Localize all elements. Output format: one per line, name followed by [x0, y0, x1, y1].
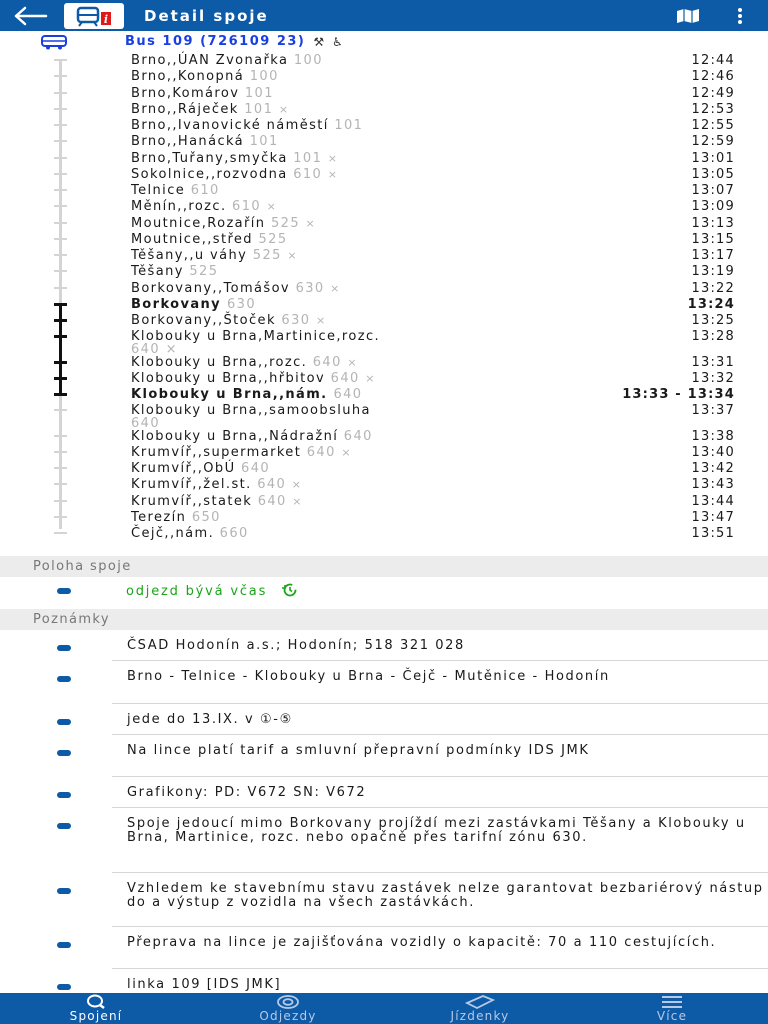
bus-icon: [0, 31, 125, 52]
stop-time: 13:32: [691, 370, 735, 386]
stop-name-text: Brno,,ÚAN Zvonařka: [131, 53, 289, 68]
stop-name-text: Těšany,,u váhy: [131, 248, 248, 263]
stop-row[interactable]: [0, 102, 768, 118]
stop-name-text: Čejč,,nám.: [131, 526, 215, 541]
stop-name: [131, 232, 288, 248]
stop-marker: [54, 532, 67, 534]
stop-name-text: Krumvíř,,statek: [131, 493, 253, 509]
note-text: Na lince platí tarif a smluvní přepravní podmínky IDS JMK: [127, 743, 590, 758]
stop-name-text: Sokolnice,,rozvodna: [131, 166, 288, 182]
stop-name: [131, 264, 218, 280]
stop-name-text: Telnice: [131, 183, 186, 198]
stop-name-text: Brno,,Konopná: [131, 69, 245, 85]
arrow-left-icon: [13, 6, 49, 26]
stop-row[interactable]: [0, 151, 768, 167]
on-request-mark: ×: [330, 281, 341, 295]
stop-marker: [54, 516, 67, 518]
stop-name-text: Klobouky u Brna,,Nádražní: [131, 428, 339, 444]
position-section-header: [0, 556, 768, 577]
stop-time: 13:37: [691, 403, 735, 419]
tariff-zone: 640: [131, 342, 161, 358]
bullet-dot: [57, 984, 71, 990]
stop-name: [131, 510, 221, 526]
bullet-dot: [57, 792, 71, 798]
stop-time: 13:28: [691, 329, 735, 345]
stop-marker: [54, 287, 67, 289]
tariff-zone: 101: [334, 118, 364, 133]
note-text: linka 109 [IDS JMK]: [127, 977, 282, 992]
stop-row[interactable]: [0, 167, 768, 183]
stop-name: [131, 429, 373, 445]
stop-time: 13:38: [691, 428, 735, 444]
stop-name: [131, 313, 327, 329]
stop-marker: [54, 59, 67, 61]
on-request-mark: ×: [291, 478, 303, 492]
nav-label-jizdenky: Jízdenky: [450, 1009, 510, 1023]
tariff-zone: 640: [312, 354, 342, 370]
tariff-zone: 101: [293, 150, 323, 166]
on-request-mark: ×: [305, 216, 317, 230]
stop-name: [131, 183, 220, 199]
nav-item-spojeni[interactable]: [0, 993, 192, 1024]
position-section-title: Poloha spoje: [33, 559, 132, 574]
stop-name-text: Klobouky u Brna,,samoobsluha: [131, 403, 371, 419]
stop-name: [131, 371, 376, 387]
note-text: Přeprava na lince je zajišťována vozidly o kapacitě: 70 a 110 cestujících.: [127, 935, 717, 950]
stop-name: [131, 151, 338, 167]
stop-time: 13:13: [691, 215, 735, 231]
stop-time: 12:46: [691, 69, 735, 85]
stop-name: [131, 248, 298, 264]
idos-train-info-logo: [64, 3, 124, 29]
more-vertical-icon: [737, 7, 743, 25]
stop-name: [131, 86, 274, 102]
stop-name-text: Těšany: [131, 264, 184, 280]
stop-row[interactable]: [0, 216, 768, 232]
stop-marker: [54, 270, 67, 272]
stop-name-text: Krumvíř,,supermarket: [131, 444, 302, 460]
stop-name: [131, 167, 338, 183]
map-button[interactable]: [664, 0, 712, 31]
stop-row[interactable]: [0, 445, 768, 461]
note-divider: [112, 807, 768, 808]
stop-time: 13:17: [691, 248, 735, 263]
tariff-zone: 660: [219, 526, 249, 541]
on-request-mark: ×: [278, 102, 290, 116]
nav-item-jizdenky[interactable]: [384, 993, 576, 1024]
stop-row[interactable]: [0, 355, 768, 371]
on-request-mark: ×: [327, 151, 339, 165]
stop-marker: [54, 467, 67, 469]
stop-time: 12:55: [691, 118, 735, 133]
notes-section-title: Poznámky: [33, 612, 110, 627]
tariff-zone: 640: [241, 461, 271, 476]
stop-row[interactable]: [0, 403, 768, 432]
position-status: [126, 583, 299, 599]
stop-name-text: Brno,,Ivanovické náměstí: [131, 118, 329, 133]
tariff-zone: 525: [189, 264, 219, 280]
map-icon: [676, 8, 700, 24]
note-text: Grafikony: PD: V672 SN: V672: [127, 785, 367, 800]
stop-name: [131, 461, 270, 477]
on-request-mark: ×: [347, 355, 358, 369]
bullet-dot: [57, 750, 71, 756]
on-request-mark: ×: [365, 371, 376, 385]
note-divider: [112, 872, 768, 873]
stop-time: 13:51: [691, 526, 735, 541]
search-icon: [85, 994, 107, 1010]
nav-item-odjezdy[interactable]: [192, 993, 384, 1024]
tariff-zone: 101: [244, 85, 274, 101]
stop-name-text: Krumvíř,,žel.st.: [131, 477, 252, 493]
stop-name: [131, 199, 277, 215]
on-request-mark: ×: [165, 342, 178, 358]
stop-marker: [54, 483, 67, 485]
stop-name-text: Terezín: [131, 509, 187, 525]
tariff-zone: 640: [306, 444, 336, 460]
tariff-zone: 525: [252, 248, 282, 263]
stop-time: 12:44: [691, 53, 735, 68]
stop-name-text: Klobouky u Brna,,rozc.: [131, 354, 308, 370]
tariff-zone: 630: [281, 313, 311, 328]
stop-name-text: Brno,Komárov: [131, 85, 240, 101]
stop-time: 12:59: [691, 134, 735, 150]
tariff-zone: 610: [190, 183, 220, 198]
tariff-zone: 640: [131, 416, 161, 432]
stop-row[interactable]: [0, 199, 768, 215]
stop-row[interactable]: [0, 86, 768, 102]
stop-name-text: Klobouky u Brna,Martinice,rozc.: [131, 329, 381, 345]
stop-row[interactable]: [0, 387, 768, 403]
bullet-dot: [57, 645, 71, 651]
nav-label-spojeni: Spojení: [69, 1009, 123, 1023]
tariff-zone: 525: [258, 231, 288, 247]
stop-name-text: Brno,Tuřany,smyčka: [131, 150, 288, 166]
tariff-zone: 100: [249, 69, 279, 85]
service-flags: ⚒ ♿: [313, 34, 345, 49]
stop-marker: [54, 157, 67, 159]
tariff-zone: 630: [227, 296, 257, 312]
on-request-mark: ×: [292, 494, 303, 508]
stop-row[interactable]: [0, 69, 768, 85]
bullet-dot: [57, 676, 71, 682]
stop-name-text: Brno,,Hanácká: [131, 134, 245, 150]
stop-time: 13:44: [691, 493, 735, 509]
stop-row[interactable]: [0, 53, 768, 69]
svg-text:i: i: [103, 12, 109, 26]
tariff-zone: 525: [270, 215, 300, 231]
stop-name: [131, 102, 289, 118]
on-request-mark: ×: [315, 314, 327, 327]
tariff-zone: 640: [343, 428, 373, 444]
note-divider: [112, 926, 768, 927]
menu-icon: [659, 994, 685, 1010]
back-button[interactable]: [0, 0, 62, 31]
travelled-route-segment: [59, 303, 62, 395]
stop-time: 13:43: [691, 477, 735, 493]
tariff-zone: 610: [232, 199, 262, 215]
stop-marker: [54, 140, 67, 142]
stop-row[interactable]: [0, 248, 768, 264]
stop-name: [131, 355, 358, 371]
stop-row[interactable]: [0, 118, 768, 134]
stop-row[interactable]: [0, 510, 768, 526]
bottom-navigation: [0, 993, 768, 1024]
stop-marker: [54, 189, 67, 191]
stop-row[interactable]: [0, 297, 768, 313]
bullet-dot: [57, 823, 71, 829]
tariff-zone: 101: [244, 101, 274, 117]
tariff-zone: 630: [295, 280, 325, 296]
stop-name-text: Borkovany,,Štoček: [131, 313, 276, 328]
stop-row[interactable]: [0, 313, 768, 329]
stop-row[interactable]: [0, 183, 768, 199]
stop-name: [131, 494, 303, 510]
bullet-dot: [57, 942, 71, 948]
notes-section-header: [0, 609, 768, 630]
nav-label-odjezdy: Odjezdy: [259, 1009, 317, 1023]
stop-marker: [54, 205, 67, 207]
stop-time: 12:53: [691, 101, 735, 117]
stop-row[interactable]: [0, 264, 768, 280]
stop-time: 13:15: [691, 231, 735, 247]
on-request-mark: ×: [287, 249, 298, 262]
stop-name: [131, 297, 256, 313]
stop-marker: [54, 409, 67, 411]
stop-time: 12:49: [691, 85, 735, 101]
stop-row[interactable]: [0, 494, 768, 510]
note-divider: [112, 660, 768, 661]
stop-name-text: Moutnice,,střed: [131, 231, 253, 247]
stop-name: [131, 387, 362, 403]
top-app-bar: [0, 0, 768, 31]
stop-name: [131, 477, 302, 493]
stop-time: 13:07: [691, 183, 735, 198]
stop-row[interactable]: [0, 429, 768, 445]
stop-time: 13:31: [691, 354, 735, 370]
on-request-mark: ×: [266, 200, 278, 214]
stop-time: 13:24: [687, 296, 735, 312]
tariff-zone: 640: [257, 477, 287, 493]
note-divider: [112, 703, 768, 704]
stop-marker: [54, 222, 67, 224]
page-title: Detail spoje: [144, 6, 269, 25]
stop-row[interactable]: [0, 134, 768, 150]
tariff-zone: 610: [293, 166, 323, 182]
stop-list: [0, 53, 768, 548]
note-divider: [112, 734, 768, 735]
stop-name-text: Borkovany: [131, 296, 222, 312]
note-text: ČSAD Hodonín a.s.; Hodonín; 518 321 028: [127, 638, 465, 653]
stop-name: [131, 445, 352, 461]
stop-name: [131, 53, 323, 69]
stop-time: 13:33 - 13:34: [622, 387, 735, 402]
stop-time: 13:25: [691, 313, 735, 328]
note-text: Spoje jedoucí mimo Borkovany projíždí mezi zastávkami Těšany a Klobouky u Brna, Martinice, rozc. nebo opačně přes tarifní zónu 630.: [127, 816, 746, 845]
stop-row[interactable]: [0, 281, 768, 297]
stop-row[interactable]: [0, 461, 768, 477]
on-request-mark: ×: [341, 445, 352, 459]
stop-marker: [54, 173, 67, 175]
clock-history-icon: [279, 583, 299, 597]
stop-time: 13:19: [691, 264, 735, 280]
stop-marker: [54, 451, 67, 453]
stop-name: [131, 526, 249, 542]
more-options-button[interactable]: [712, 0, 768, 31]
bullet-dot: [57, 588, 71, 594]
tariff-zone: 100: [293, 53, 323, 68]
stop-time: 13:09: [691, 199, 735, 215]
stop-name-text: Borkovany,,Tomášov: [131, 280, 291, 296]
nav-item-vice[interactable]: [576, 993, 768, 1024]
stop-marker: [54, 124, 67, 126]
stop-marker: [54, 92, 67, 94]
nav-label-vice: Více: [656, 1009, 688, 1023]
stop-name: [131, 403, 371, 419]
app-logo: [62, 0, 126, 31]
on-request-mark: ×: [327, 167, 339, 181]
note-divider: [112, 776, 768, 777]
stop-row[interactable]: [0, 371, 768, 387]
stop-row[interactable]: [0, 329, 768, 358]
position-status-row: [0, 578, 768, 606]
stop-row[interactable]: [0, 526, 768, 542]
stop-name: [131, 118, 363, 134]
note-text: Brno - Telnice - Klobouky u Brna - Čejč - Mutěnice - Hodonín: [127, 669, 610, 684]
target-icon: [276, 994, 300, 1010]
stop-marker: [54, 254, 67, 256]
bullet-dot: [57, 719, 71, 725]
stop-time: 13:40: [691, 444, 735, 460]
bullet-dot: [57, 888, 71, 894]
stop-name-text: Měnín,,rozc.: [131, 199, 227, 215]
stop-marker: [54, 75, 67, 77]
stop-time: 13:22: [691, 280, 735, 296]
note-text: jede do 13.IX. v ①-⑤: [127, 712, 293, 727]
stop-marker: [54, 435, 67, 437]
stop-name-text: Moutnice,Rozařín: [131, 215, 266, 231]
stop-name: [131, 134, 279, 150]
stop-marker: [54, 500, 67, 502]
connection-header: [0, 31, 768, 52]
stop-row[interactable]: [0, 477, 768, 493]
ticket-icon: [465, 994, 495, 1010]
stop-name-text: Klobouky u Brna,,nám.: [131, 387, 328, 402]
stop-time: 13:01: [691, 150, 735, 166]
line-name[interactable]: Bus 109 (726109 23): [125, 34, 306, 49]
stop-name: [131, 216, 316, 232]
stop-marker: [54, 108, 67, 110]
stop-time: 13:42: [691, 461, 735, 476]
stop-time: 13:05: [691, 166, 735, 182]
tariff-zone: 640: [333, 387, 363, 402]
stop-time: 13:47: [691, 509, 735, 525]
stop-name-text: Krumvíř,,ObÚ: [131, 461, 236, 476]
stop-name: [131, 69, 279, 85]
note-text: Vzhledem ke stavebnímu stavu zastávek nelze garantovat bezbariérový nástup do a výstup z vozidla na všech zastávkách.: [127, 881, 764, 910]
tariff-zone: 101: [249, 134, 279, 150]
tariff-zone: 640: [257, 493, 287, 509]
position-status-text: odjezd bývá včas: [126, 584, 268, 599]
stop-row[interactable]: [0, 232, 768, 248]
tariff-zone: 640: [330, 370, 360, 386]
tariff-zone: 650: [191, 509, 221, 525]
stop-marker: [54, 238, 67, 240]
stop-name-text: Klobouky u Brna,,hřbitov: [131, 370, 326, 386]
stop-name: [131, 281, 341, 297]
stop-name-text: Brno,,Ráječek: [131, 101, 239, 117]
note-divider: [112, 968, 768, 969]
